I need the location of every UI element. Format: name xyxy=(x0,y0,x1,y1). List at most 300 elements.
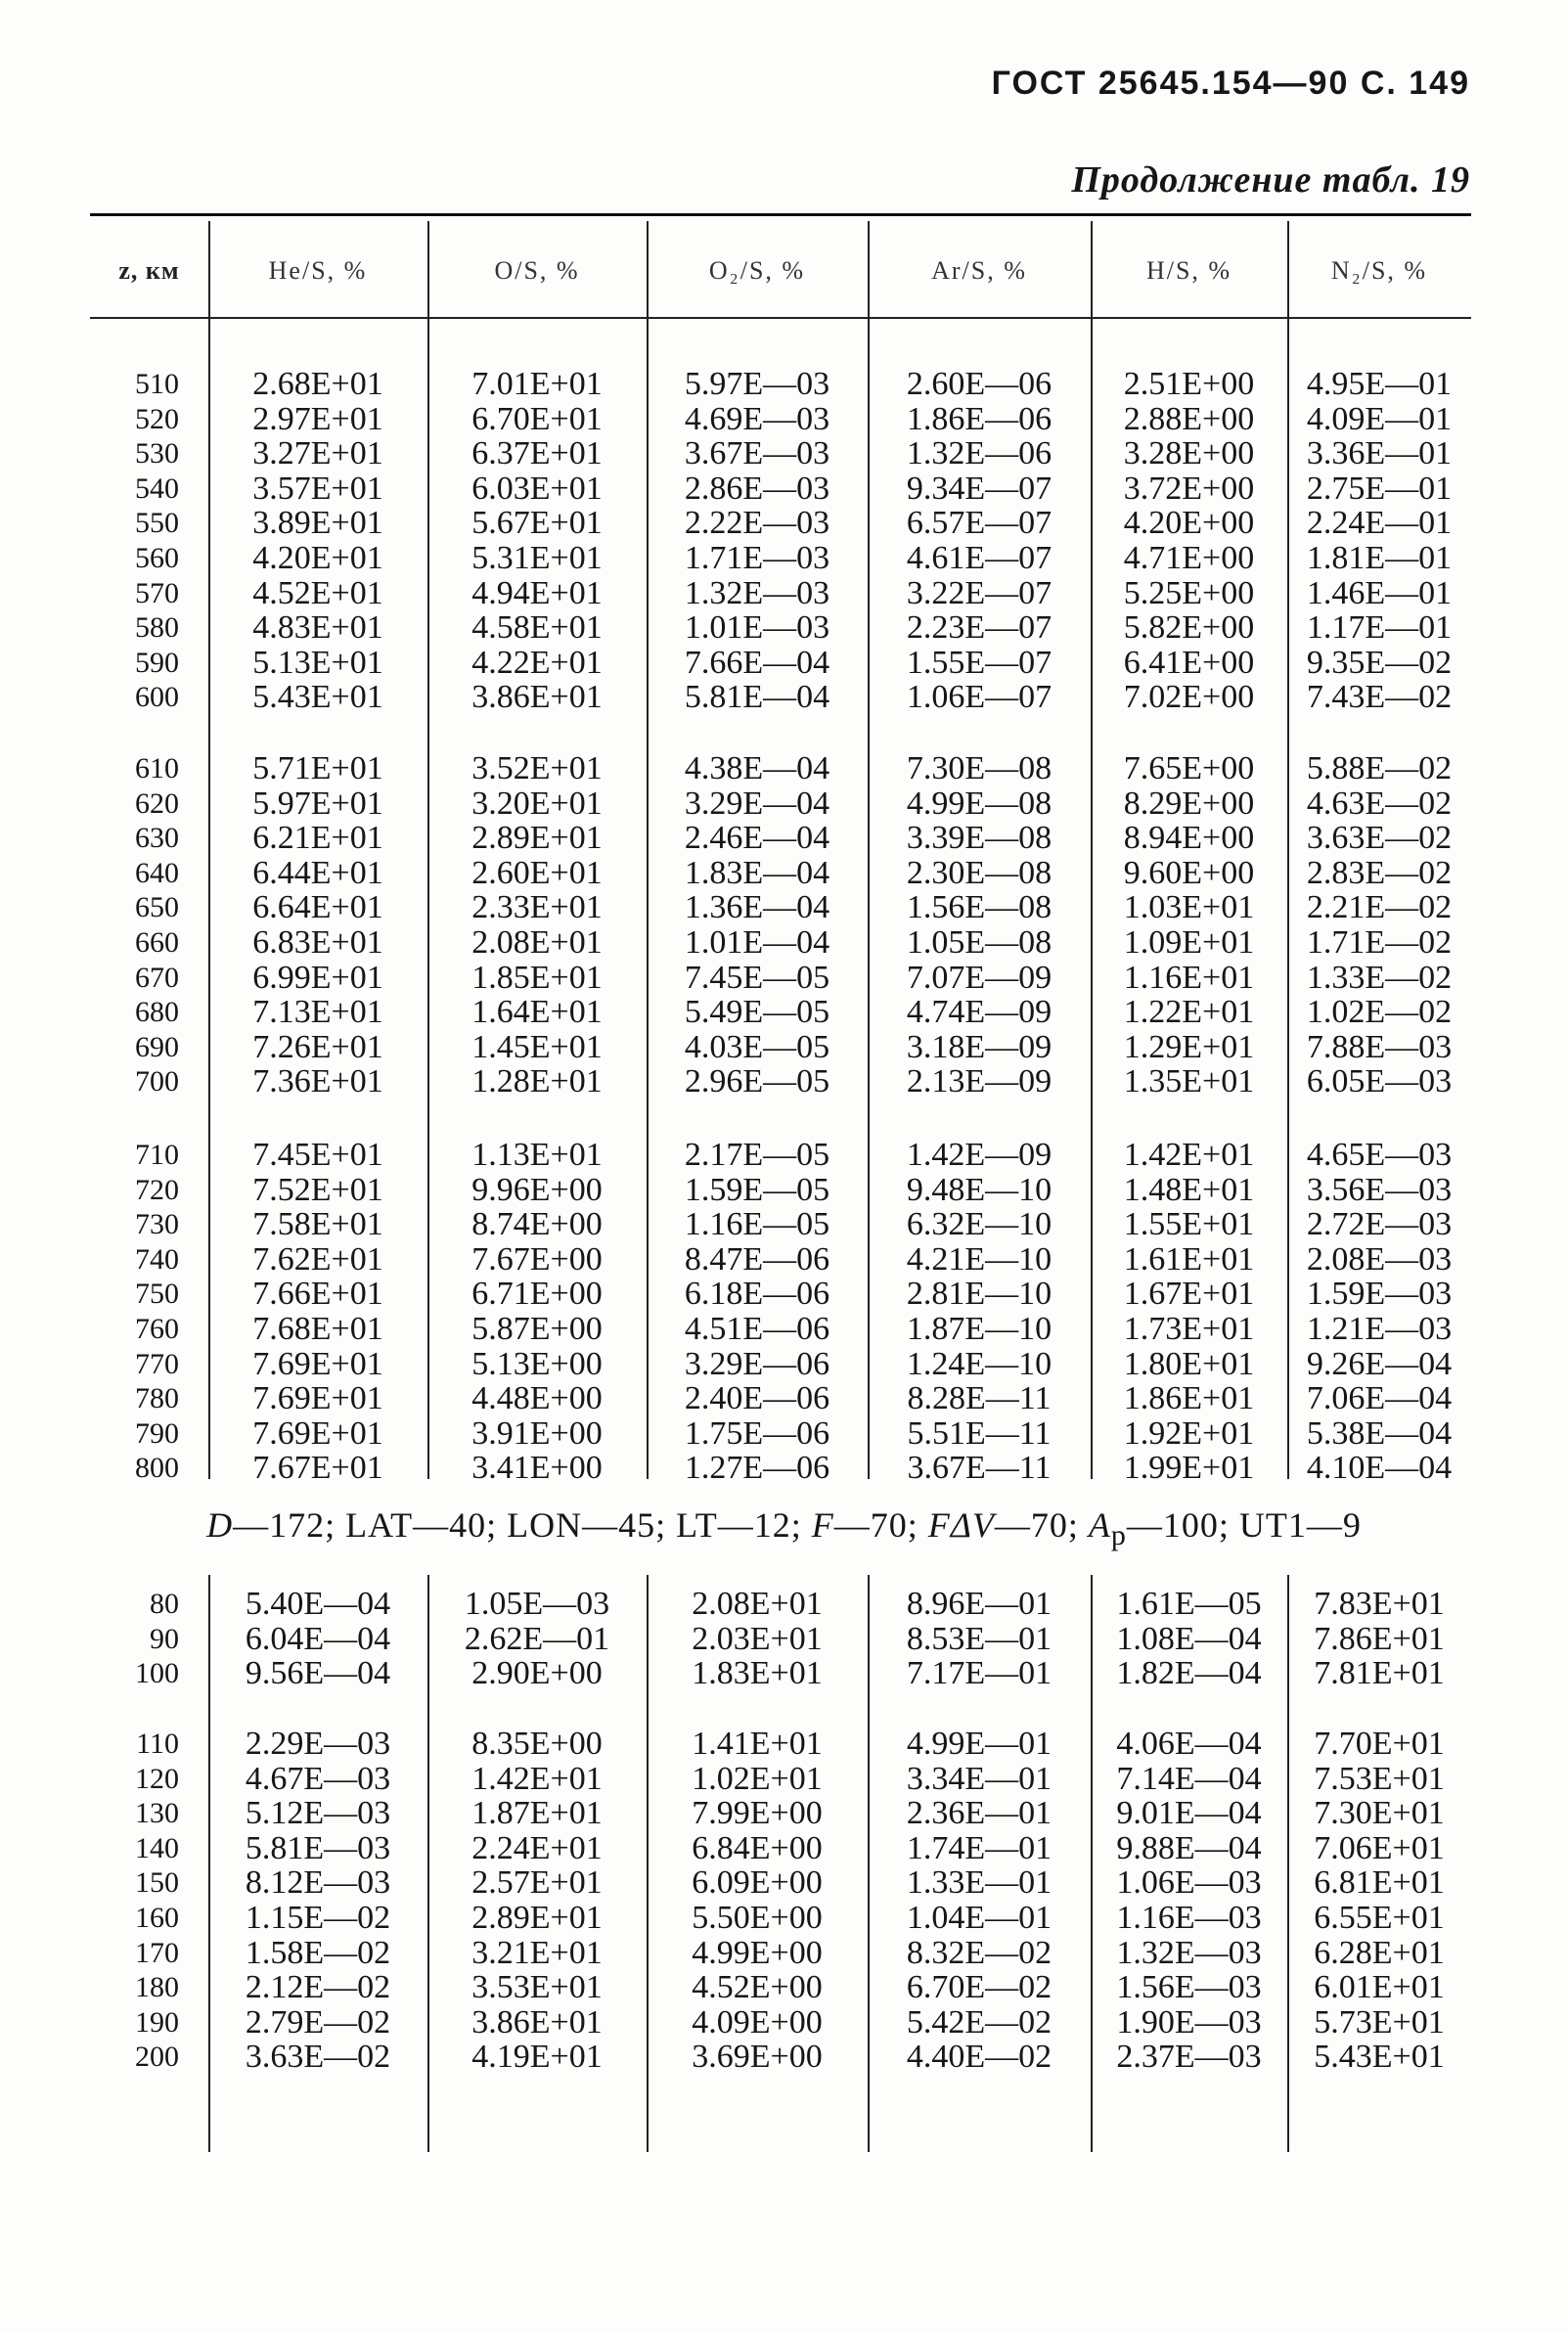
altitude-cell: 700 xyxy=(135,1065,179,1099)
table-cell: 7.36E+01 xyxy=(252,1063,383,1100)
table-cell: 2.36E—01 xyxy=(906,1795,1053,1832)
table-cell: 2.89E+01 xyxy=(471,820,603,857)
table-cell: 9.60E+00 xyxy=(1123,854,1255,891)
param-lat: LAT—40; xyxy=(345,1505,498,1545)
table-cell: 4.20E+00 xyxy=(1123,505,1255,542)
table-cell: 1.87E—10 xyxy=(906,1311,1053,1347)
param-d-value: —172; xyxy=(233,1505,336,1545)
altitude-cell: 540 xyxy=(135,471,179,505)
table-cell: 1.02E+01 xyxy=(692,1760,823,1797)
table-cell: 7.43E—02 xyxy=(1306,679,1453,716)
table-cell: 1.86E+01 xyxy=(1123,1380,1255,1417)
table-cell: 8.47E—06 xyxy=(684,1240,830,1278)
table-cell: 6.83E+01 xyxy=(252,924,383,961)
table-cell: 6.55E+01 xyxy=(1314,1900,1445,1936)
table-cell: 2.89E+01 xyxy=(471,1900,603,1936)
table-cell: 3.91E+00 xyxy=(471,1414,603,1452)
table-cell: 1.32E—03 xyxy=(684,574,830,611)
column-header: He/S, % xyxy=(268,256,368,285)
altitude-cell: 780 xyxy=(135,1382,179,1415)
table-cell: 5.73E+01 xyxy=(1314,2003,1445,2041)
table-cell: 3.29E—06 xyxy=(684,1345,830,1382)
table-cell: 1.55E—07 xyxy=(906,644,1053,681)
table-cell: 7.58E+01 xyxy=(252,1206,383,1243)
altitude-cell: 530 xyxy=(135,437,179,471)
table-cell: 5.97E—03 xyxy=(684,366,830,402)
table-cell: 1.08E—04 xyxy=(1116,1620,1262,1657)
table-cell: 6.18E—06 xyxy=(684,1276,830,1313)
table-cell: 2.29E—03 xyxy=(245,1726,391,1762)
table-cell: 6.05E—03 xyxy=(1306,1063,1453,1100)
table-cell: 3.22E—07 xyxy=(906,574,1053,611)
column-header: Ar/S, % xyxy=(931,256,1027,285)
table-cell: 3.67E—03 xyxy=(684,435,830,472)
table-cell: 1.03E+01 xyxy=(1123,889,1255,926)
altitude-cell: 170 xyxy=(135,1936,179,1969)
table-cell: 4.74E—09 xyxy=(906,994,1053,1031)
column-header: H/S, % xyxy=(1145,256,1232,285)
altitude-cell: 650 xyxy=(135,891,179,924)
altitude-cell: 510 xyxy=(135,368,179,400)
table-cell: 4.52E+01 xyxy=(252,574,383,611)
table-cell: 8.32E—02 xyxy=(906,1934,1053,1971)
table-cell: 6.57E—07 xyxy=(906,505,1053,542)
table-cell: 7.69E+01 xyxy=(252,1380,383,1417)
table-cell: 7.70E+01 xyxy=(1314,1726,1445,1762)
table-cell: 4.67E—03 xyxy=(245,1760,391,1797)
altitude-cell: 180 xyxy=(135,1971,179,2004)
column-header: N₂/S, % xyxy=(1330,256,1428,285)
column-header: O/S, % xyxy=(494,256,580,285)
param-lt: LT—12; xyxy=(676,1505,802,1545)
table-cell: 4.06E—04 xyxy=(1116,1726,1262,1762)
table-cell: 1.42E+01 xyxy=(1123,1137,1255,1173)
table-cell: 6.84E+00 xyxy=(692,1829,823,1866)
table-cell: 2.24E—01 xyxy=(1306,505,1453,542)
table-cell: 4.83E+01 xyxy=(252,609,383,647)
table-cell: 6.32E—10 xyxy=(906,1206,1053,1243)
table-cell: 7.65E+00 xyxy=(1123,750,1255,786)
altitude-cell: 160 xyxy=(135,1902,179,1934)
table-cell: 7.69E+01 xyxy=(252,1345,383,1382)
table-cell: 1.73E+01 xyxy=(1123,1311,1255,1347)
table-cell: 4.63E—02 xyxy=(1306,785,1453,822)
table-cell: 5.13E+01 xyxy=(252,644,383,681)
table-cell: 5.42E—02 xyxy=(906,2003,1053,2041)
table-cell: 4.40E—02 xyxy=(906,2039,1053,2076)
table-cell: 8.53E—01 xyxy=(906,1620,1053,1657)
table-cell: 1.75E—06 xyxy=(684,1414,830,1452)
table-cell: 1.42E—09 xyxy=(906,1137,1053,1173)
table-cell: 1.71E—02 xyxy=(1306,924,1453,961)
table-cell: 6.70E—02 xyxy=(906,1969,1053,2006)
table-cell: 1.86E—06 xyxy=(906,400,1053,437)
altitude-cell: 560 xyxy=(135,542,179,574)
table-cell: 1.83E—04 xyxy=(684,854,830,891)
table-cell: 7.26E+01 xyxy=(252,1028,383,1065)
altitude-cell: 110 xyxy=(136,1727,179,1760)
table-cell: 7.14E—04 xyxy=(1116,1760,1262,1797)
table-cell: 1.64E+01 xyxy=(471,994,603,1031)
table-cell: 2.60E+01 xyxy=(471,854,603,891)
table-cell: 8.74E+00 xyxy=(471,1206,603,1243)
altitude-cell: 150 xyxy=(135,1866,179,1900)
table-cell: 2.37E—03 xyxy=(1116,2039,1262,2076)
table-cell: 4.69E—03 xyxy=(684,400,830,437)
table-cell: 2.23E—07 xyxy=(906,609,1053,647)
table-cell: 2.24E+01 xyxy=(471,1829,603,1866)
table-cell: 4.99E+00 xyxy=(692,1934,823,1971)
table-cell: 2.86E—03 xyxy=(684,470,830,507)
table-cell: 2.75E—01 xyxy=(1306,470,1453,507)
table-caption: Продолжение табл. 19 xyxy=(1071,159,1470,201)
table-cell: 3.29E—04 xyxy=(684,785,830,822)
table-cell: 1.02E—02 xyxy=(1306,994,1453,1031)
altitude-cell: 120 xyxy=(135,1762,179,1795)
table-cell: 4.52E+00 xyxy=(692,1969,823,2006)
param-f-value: —70; xyxy=(833,1505,918,1545)
table-cell: 7.99E+00 xyxy=(692,1795,823,1832)
altitude-cell: 750 xyxy=(135,1278,179,1311)
table-cell: 1.05E—08 xyxy=(906,924,1053,961)
table-cell: 5.31E+01 xyxy=(471,540,603,576)
table-cell: 1.81E—01 xyxy=(1306,540,1453,576)
table-cell: 7.53E+01 xyxy=(1314,1760,1445,1797)
table-cell: 1.67E+01 xyxy=(1123,1276,1255,1313)
table-cell: 1.56E—08 xyxy=(906,889,1053,926)
table-cell: 1.09E+01 xyxy=(1123,924,1255,961)
table-cell: 5.82E+00 xyxy=(1123,609,1255,647)
altitude-cell: 140 xyxy=(135,1831,179,1864)
altitude-cell: 730 xyxy=(135,1208,179,1241)
table-cell: 8.96E—01 xyxy=(906,1586,1053,1622)
param-d-symbol: D xyxy=(206,1505,234,1545)
altitude-cell: 620 xyxy=(135,786,179,820)
table-cell: 3.20E+01 xyxy=(471,785,603,822)
table-cell: 1.16E+01 xyxy=(1123,959,1255,996)
table-cell: 7.66E+01 xyxy=(252,1276,383,1313)
table-cell: 9.48E—10 xyxy=(906,1171,1053,1208)
table-cell: 2.88E+00 xyxy=(1123,400,1255,437)
table-cell: 9.26E—04 xyxy=(1306,1345,1453,1382)
table-cell: 5.43E+01 xyxy=(1314,2039,1445,2076)
table-cell: 2.79E—02 xyxy=(245,2003,391,2041)
table-cell: 7.17E—01 xyxy=(906,1655,1053,1692)
table-cell: 1.45E+01 xyxy=(471,1028,603,1065)
table-cell: 1.21E—03 xyxy=(1306,1311,1453,1347)
param-f-symbol: F xyxy=(811,1505,834,1545)
altitude-cell: 760 xyxy=(135,1313,179,1345)
table-cell: 6.21E+01 xyxy=(252,820,383,857)
table-cell: 4.51E—06 xyxy=(684,1311,830,1347)
table-cell: 3.34E—01 xyxy=(906,1760,1053,1797)
altitude-cell: 550 xyxy=(135,507,179,540)
table-cell: 1.29E+01 xyxy=(1123,1028,1255,1065)
table-cell: 8.94E+00 xyxy=(1123,820,1255,857)
table-cell: 8.29E+00 xyxy=(1123,785,1255,822)
table-cell: 5.38E—04 xyxy=(1306,1414,1453,1452)
table-cell: 3.39E—08 xyxy=(906,820,1053,857)
table-cell: 1.06E—07 xyxy=(906,679,1053,716)
altitude-cell: 600 xyxy=(135,681,179,714)
table-cell: 7.81E+01 xyxy=(1314,1655,1445,1692)
altitude-cell: 580 xyxy=(135,611,179,645)
altitude-cell: 100 xyxy=(135,1657,179,1690)
table-cell: 1.15E—02 xyxy=(245,1900,391,1936)
table-cell: 5.12E—03 xyxy=(245,1795,391,1832)
table-cell: 3.89E+01 xyxy=(252,505,383,542)
table-cell: 3.36E—01 xyxy=(1306,435,1453,472)
table-cell: 3.67E—11 xyxy=(907,1450,1052,1487)
table-cell: 8.35E+00 xyxy=(471,1726,603,1762)
table-cell: 7.69E+01 xyxy=(252,1414,383,1452)
table-cell: 3.57E+01 xyxy=(252,470,383,507)
table-cell: 1.61E—05 xyxy=(1116,1586,1262,1622)
table-cell: 7.88E—03 xyxy=(1306,1028,1453,1065)
table-cell: 1.90E—03 xyxy=(1116,2003,1262,2041)
table-cell: 4.65E—03 xyxy=(1306,1137,1453,1173)
table-cell: 6.41E+00 xyxy=(1123,644,1255,681)
table-cell: 6.70E+01 xyxy=(471,400,603,437)
table-cell: 2.08E—03 xyxy=(1306,1240,1453,1278)
table-cell: 7.06E—04 xyxy=(1306,1380,1453,1417)
table-cell: 6.71E+00 xyxy=(471,1276,603,1313)
table-cell: 5.49E—05 xyxy=(684,994,830,1031)
param-lon: LON—45; xyxy=(507,1505,667,1545)
table-cell: 4.09E—01 xyxy=(1306,400,1453,437)
table-cell: 4.22E+01 xyxy=(471,644,603,681)
table-cell: 4.38E—04 xyxy=(684,750,830,786)
table-cell: 9.01E—04 xyxy=(1116,1795,1262,1832)
table-cell: 4.71E+00 xyxy=(1123,540,1255,576)
table-cell: 1.87E+01 xyxy=(471,1795,603,1832)
table-cell: 2.08E+01 xyxy=(692,1586,823,1622)
table-cell: 1.42E+01 xyxy=(471,1760,603,1797)
table-cell: 2.12E—02 xyxy=(245,1969,391,2006)
table-cell: 1.71E—03 xyxy=(684,540,830,576)
table-cell: 1.24E—10 xyxy=(906,1345,1053,1382)
table-cell: 1.36E—04 xyxy=(684,889,830,926)
table-cell: 4.10E—04 xyxy=(1306,1450,1453,1487)
table-cell: 4.95E—01 xyxy=(1306,366,1453,402)
table-cell: 2.40E—06 xyxy=(684,1380,830,1417)
altitude-cell: 590 xyxy=(135,646,179,679)
table-cell: 3.27E+01 xyxy=(252,435,383,472)
table-cell: 5.71E+01 xyxy=(252,750,383,786)
altitude-cell: 640 xyxy=(135,856,179,889)
table-cell: 2.22E—03 xyxy=(684,505,830,542)
altitude-cell: 790 xyxy=(135,1416,179,1450)
table-cell: 1.83E+01 xyxy=(692,1655,823,1692)
table-cell: 9.35E—02 xyxy=(1306,644,1453,681)
table-cell: 7.66E—04 xyxy=(684,644,830,681)
table-cell: 1.99E+01 xyxy=(1123,1450,1255,1487)
table-cell: 3.86E+01 xyxy=(471,2003,603,2041)
table-cell: 5.50E+00 xyxy=(692,1900,823,1936)
table-cell: 5.87E+00 xyxy=(471,1311,603,1347)
table-cell: 1.56E—03 xyxy=(1116,1969,1262,2006)
table-cell: 7.62E+01 xyxy=(252,1240,383,1278)
table-cell: 2.68E+01 xyxy=(252,366,383,402)
table-cell: 2.08E+01 xyxy=(471,924,603,961)
page-header: ГОСТ 25645.154—90 С. 149 xyxy=(991,65,1470,102)
table-cell: 1.46E—01 xyxy=(1306,574,1453,611)
table-cell: 6.01E+01 xyxy=(1314,1969,1445,2006)
table-cell: 3.63E—02 xyxy=(1306,820,1453,857)
table-cell: 1.82E—04 xyxy=(1116,1655,1262,1692)
table-cell: 1.05E—03 xyxy=(464,1586,610,1622)
altitude-cell: 680 xyxy=(135,996,179,1029)
table-cell: 1.13E+01 xyxy=(471,1137,603,1173)
table-cell: 3.69E+00 xyxy=(692,2039,823,2076)
table-cell: 7.86E+01 xyxy=(1314,1620,1445,1657)
table-cell: 1.33E—02 xyxy=(1306,959,1453,996)
table-cell: 6.28E+01 xyxy=(1314,1934,1445,1971)
table-cell: 1.16E—05 xyxy=(684,1206,830,1243)
table-cell: 3.41E+00 xyxy=(471,1450,603,1487)
table-cell: 3.86E+01 xyxy=(471,679,603,716)
table-cell: 6.09E+00 xyxy=(692,1864,823,1902)
table-cell: 9.88E—04 xyxy=(1116,1829,1262,1866)
table-cell: 7.02E+00 xyxy=(1123,679,1255,716)
table-cell: 7.06E+01 xyxy=(1314,1829,1445,1866)
table-cell: 3.28E+00 xyxy=(1123,435,1255,472)
param-ut: UT1—9 xyxy=(1238,1505,1362,1545)
table-cell: 2.13E—09 xyxy=(906,1063,1053,1100)
table-cell: 4.48E+00 xyxy=(471,1380,603,1417)
altitude-cell: 710 xyxy=(135,1139,179,1171)
table-cell: 6.03E+01 xyxy=(471,470,603,507)
table-cell: 2.46E—04 xyxy=(684,820,830,857)
table-cell: 2.60E—06 xyxy=(906,366,1053,402)
table-cell: 2.72E—03 xyxy=(1306,1206,1453,1243)
table-cell: 1.80E+01 xyxy=(1123,1345,1255,1382)
table-cell: 1.59E—03 xyxy=(1306,1276,1453,1313)
table-cell: 5.97E+01 xyxy=(252,785,383,822)
table-cell: 3.18E—09 xyxy=(906,1028,1053,1065)
table-cell: 1.01E—04 xyxy=(684,924,830,961)
table-cell: 4.19E+01 xyxy=(471,2039,603,2076)
param-fav-symbol: FΔV xyxy=(927,1505,995,1545)
table-cell: 1.48E+01 xyxy=(1123,1171,1255,1208)
param-ap-subscript: p xyxy=(1110,1519,1127,1552)
table-cell: 6.44E+01 xyxy=(252,854,383,891)
altitude-cell: 520 xyxy=(135,402,179,435)
table-cell: 1.74E—01 xyxy=(906,1829,1053,1866)
table-cell: 5.40E—04 xyxy=(245,1586,391,1622)
table-cell: 1.61E+01 xyxy=(1123,1240,1255,1278)
altitude-cell: 80 xyxy=(150,1588,179,1620)
altitude-cell: 190 xyxy=(135,2005,179,2039)
table-cell: 3.52E+01 xyxy=(471,750,603,786)
table-cell: 5.81E—03 xyxy=(245,1829,391,1866)
table-cell: 9.56E—04 xyxy=(245,1655,391,1692)
table-cell: 5.88E—02 xyxy=(1306,750,1453,786)
column-header-altitude: z, км xyxy=(118,256,180,285)
altitude-cell: 660 xyxy=(135,926,179,959)
table-cell: 4.99E—08 xyxy=(906,785,1053,822)
table-header-rule xyxy=(90,317,1471,319)
table-cell: 1.04E—01 xyxy=(906,1900,1053,1936)
table-cell: 1.59E—05 xyxy=(684,1171,830,1208)
table-cell: 2.97E+01 xyxy=(252,400,383,437)
table-cell: 1.27E—06 xyxy=(684,1450,830,1487)
table-cell: 4.09E+00 xyxy=(692,2003,823,2041)
table-cell: 5.67E+01 xyxy=(471,505,603,542)
table-cell: 6.99E+01 xyxy=(252,959,383,996)
table-cell: 4.99E—01 xyxy=(906,1726,1053,1762)
altitude-cell: 90 xyxy=(150,1622,179,1655)
table-cell: 1.33E—01 xyxy=(906,1864,1053,1902)
table-cell: 7.13E+01 xyxy=(252,994,383,1031)
table-cell: 2.30E—08 xyxy=(906,854,1053,891)
altitude-cell: 690 xyxy=(135,1030,179,1063)
table-cell: 2.62E—01 xyxy=(464,1620,610,1657)
table-cell: 5.51E—11 xyxy=(907,1414,1052,1452)
altitude-cell: 670 xyxy=(135,961,179,994)
altitude-cell: 800 xyxy=(135,1452,179,1485)
table-cell: 5.81E—04 xyxy=(684,679,830,716)
table-cell: 6.04E—04 xyxy=(245,1620,391,1657)
altitude-cell: 740 xyxy=(135,1242,179,1276)
altitude-cell: 770 xyxy=(135,1347,179,1380)
table-cell: 1.55E+01 xyxy=(1123,1206,1255,1243)
table-cell: 7.45E—05 xyxy=(684,959,830,996)
table-cell: 3.72E+00 xyxy=(1123,470,1255,507)
table-cell: 3.53E+01 xyxy=(471,1969,603,2006)
table-cell: 5.13E+00 xyxy=(471,1345,603,1382)
altitude-cell: 200 xyxy=(135,2041,179,2074)
altitude-cell: 570 xyxy=(135,576,179,609)
table-cell: 4.03E—05 xyxy=(684,1028,830,1065)
table-cell: 6.37E+01 xyxy=(471,435,603,472)
table-cell: 6.81E+01 xyxy=(1314,1864,1445,1902)
table-cell: 7.67E+00 xyxy=(471,1240,603,1278)
table-cell: 4.20E+01 xyxy=(252,540,383,576)
table-cell: 7.07E—09 xyxy=(906,959,1053,996)
table-cell: 1.06E—03 xyxy=(1116,1864,1262,1902)
table-cell: 6.64E+01 xyxy=(252,889,383,926)
table-cell: 2.57E+01 xyxy=(471,1864,603,1902)
table-cell: 1.01E—03 xyxy=(684,609,830,647)
table-cell: 5.43E+01 xyxy=(252,679,383,716)
table-cell: 4.58E+01 xyxy=(471,609,603,647)
table-cell: 3.21E+01 xyxy=(471,1934,603,1971)
table-cell: 4.21E—10 xyxy=(906,1240,1053,1278)
table-cell: 2.21E—02 xyxy=(1306,889,1453,926)
table-cell: 2.83E—02 xyxy=(1306,854,1453,891)
table-cell: 9.96E+00 xyxy=(471,1171,603,1208)
table-cell: 5.25E+00 xyxy=(1123,574,1255,611)
table-cell: 7.30E+01 xyxy=(1314,1795,1445,1832)
table-cell: 1.41E+01 xyxy=(692,1726,823,1762)
table-cell: 1.28E+01 xyxy=(471,1063,603,1100)
altitude-cell: 610 xyxy=(135,752,179,785)
table-cell: 1.85E+01 xyxy=(471,959,603,996)
table-cell: 4.94E+01 xyxy=(471,574,603,611)
table-cell: 7.01E+01 xyxy=(471,366,603,402)
table-cell: 7.30E—08 xyxy=(906,750,1053,786)
altitude-cell: 720 xyxy=(135,1173,179,1206)
table-cell: 2.17E—05 xyxy=(684,1137,830,1173)
altitude-cell: 630 xyxy=(135,822,179,855)
table-cell: 2.81E—10 xyxy=(906,1276,1053,1313)
table-cell: 1.58E—02 xyxy=(245,1934,391,1971)
table-top-rule xyxy=(90,213,1471,216)
parameter-line xyxy=(0,1504,1568,1552)
table-cell: 1.32E—06 xyxy=(906,435,1053,472)
table-cell: 7.68E+01 xyxy=(252,1311,383,1347)
